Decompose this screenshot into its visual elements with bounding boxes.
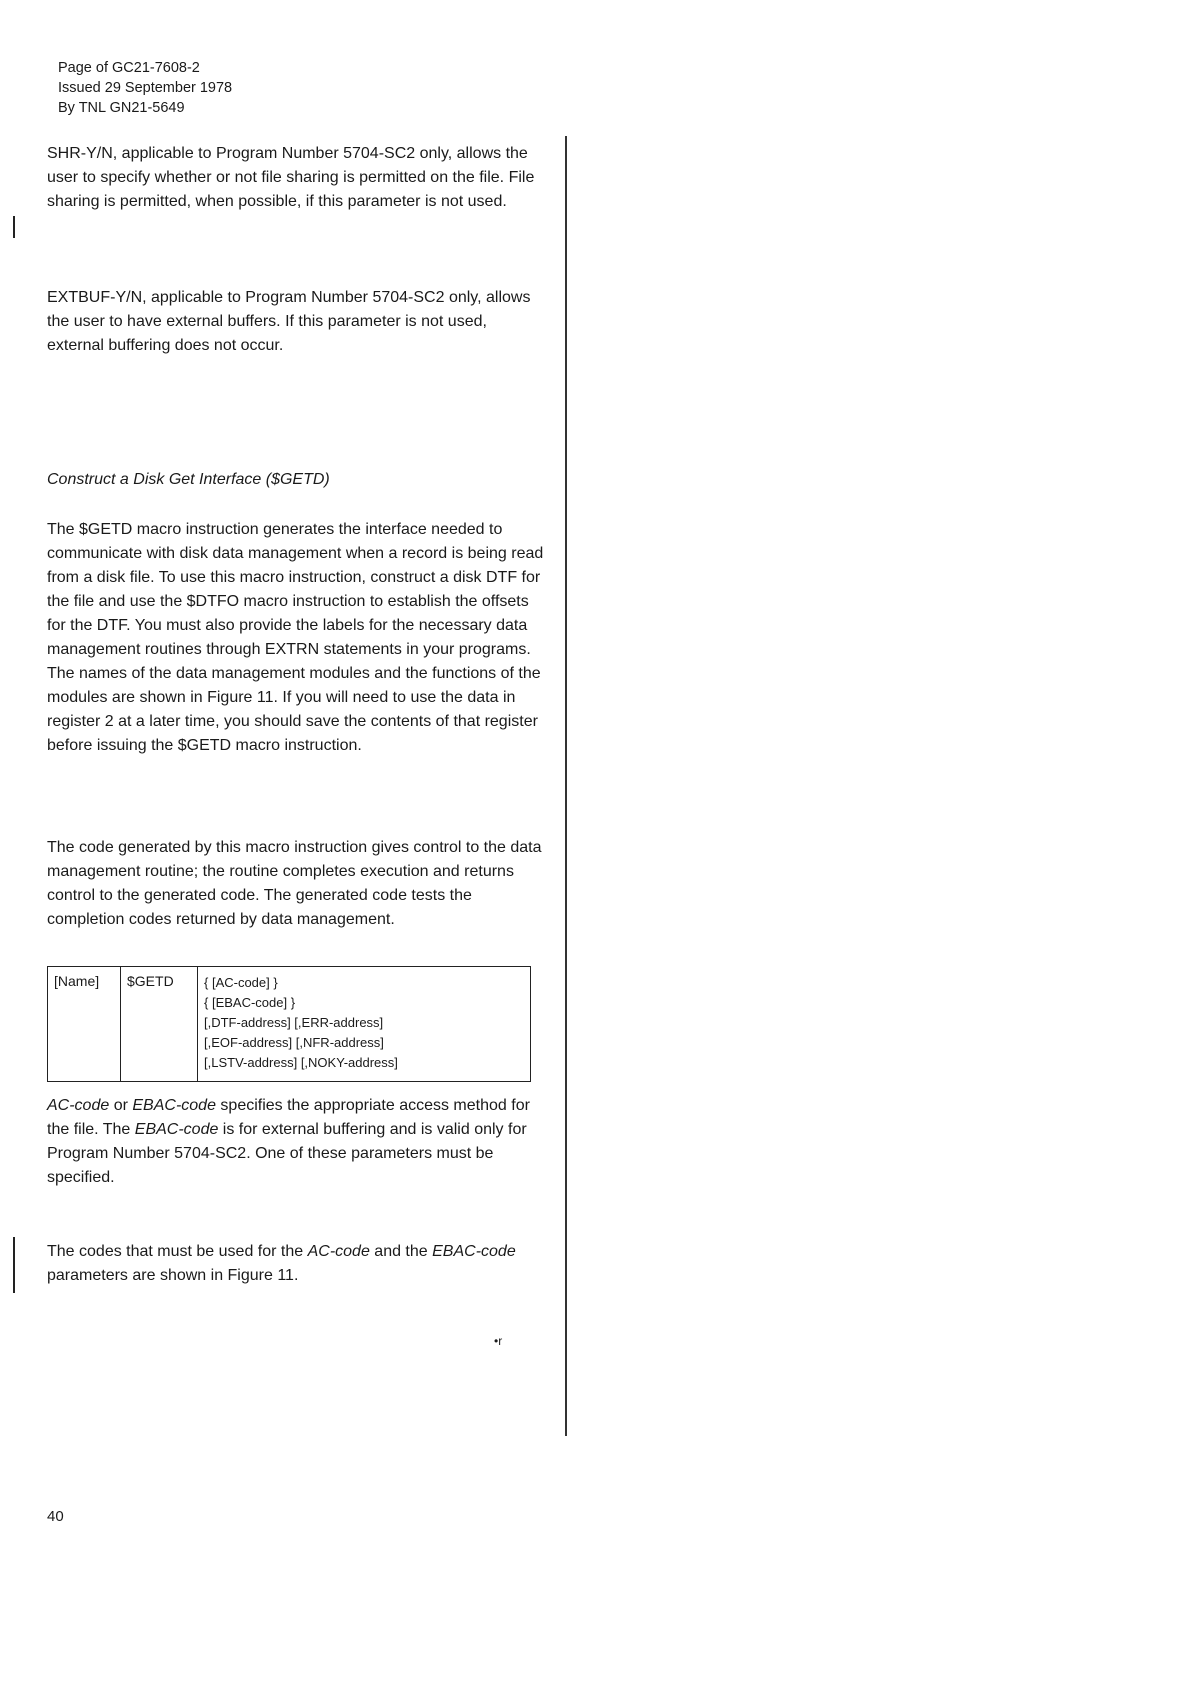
body-paragraph-1: The $GETD macro instruction generates the interface needed to communicate with disk data management when a record is being read from a disk file. To use this macro instruction, construct a disk DTF for the file and use the $DTFO macro instruction to establish the offsets for the DTF. You must also provide the labels for the necessary data management routines through EXTRN statements in your programs. The names of the data management modules and the functions of the modules are shown in Figure 11. If you will need to use the data in register 2 at a later time, you should save the contents of that register before issuing the $GETD macro instruction.	[47, 521, 544, 754]
column-rule	[565, 136, 567, 1436]
section-heading: Construct a Disk Get Interface ($GETD)	[47, 471, 330, 488]
syntax-box	[47, 966, 531, 1082]
shr-paragraph: SHR-Y/N, applicable to Program Number 5704-SC2 only, allows the user to specify whether or not file sharing is permitted on the file. File sharing is permitted, when possible, if this parameter is not used.	[47, 145, 535, 210]
syntax-name-cell: [Name]	[48, 967, 121, 1082]
page-number: 40	[47, 1508, 64, 1525]
body-paragraph-2: The code generated by this macro instruction gives control to the data management routine; the routine completes execution and returns control to the generated code. The generated code tests the completion codes returned by data management.	[47, 839, 542, 928]
syntax-operand: [,DTF-address] [,ERR-address]	[204, 1015, 384, 1030]
extbuf-paragraph: EXTBUF-Y/N, applicable to Program Number 5704-SC2 only, allows the user to have external buffers. If this parameter is not used, external buffering does not occur.	[47, 289, 531, 354]
syntax-operand: [,LSTV-address] [,NOKY-address]	[204, 1055, 398, 1070]
header-line-3: By TNL GN21-5649	[58, 100, 185, 116]
body-paragraph-4: The codes that must be used for the AC-code and the EBAC-code parameters are shown in Figure 11.	[47, 1243, 516, 1284]
header-line-1: Page of GC21-7608-2	[58, 60, 200, 76]
syntax-operand: { [AC-code] }	[204, 975, 278, 990]
revision-bar	[13, 1237, 15, 1293]
header-line-2: Issued 29 September 1978	[58, 80, 233, 96]
body-paragraph-3: AC-code or EBAC-code specifies the appropriate access method for the file. The EBAC-code is for external buffering and is valid only for Program Number 5704-SC2. One of these parameters must be specified.	[47, 1097, 530, 1186]
revision-bar	[13, 216, 15, 238]
syntax-operand: [,EOF-address] [,NFR-address]	[204, 1035, 384, 1050]
syntax-operand: { [EBAC-code] }	[204, 995, 296, 1010]
syntax-operands-cell	[198, 967, 531, 1082]
stray-mark: •r	[494, 1334, 503, 1348]
syntax-op-cell: $GETD	[121, 967, 198, 1082]
page-header	[58, 58, 232, 118]
